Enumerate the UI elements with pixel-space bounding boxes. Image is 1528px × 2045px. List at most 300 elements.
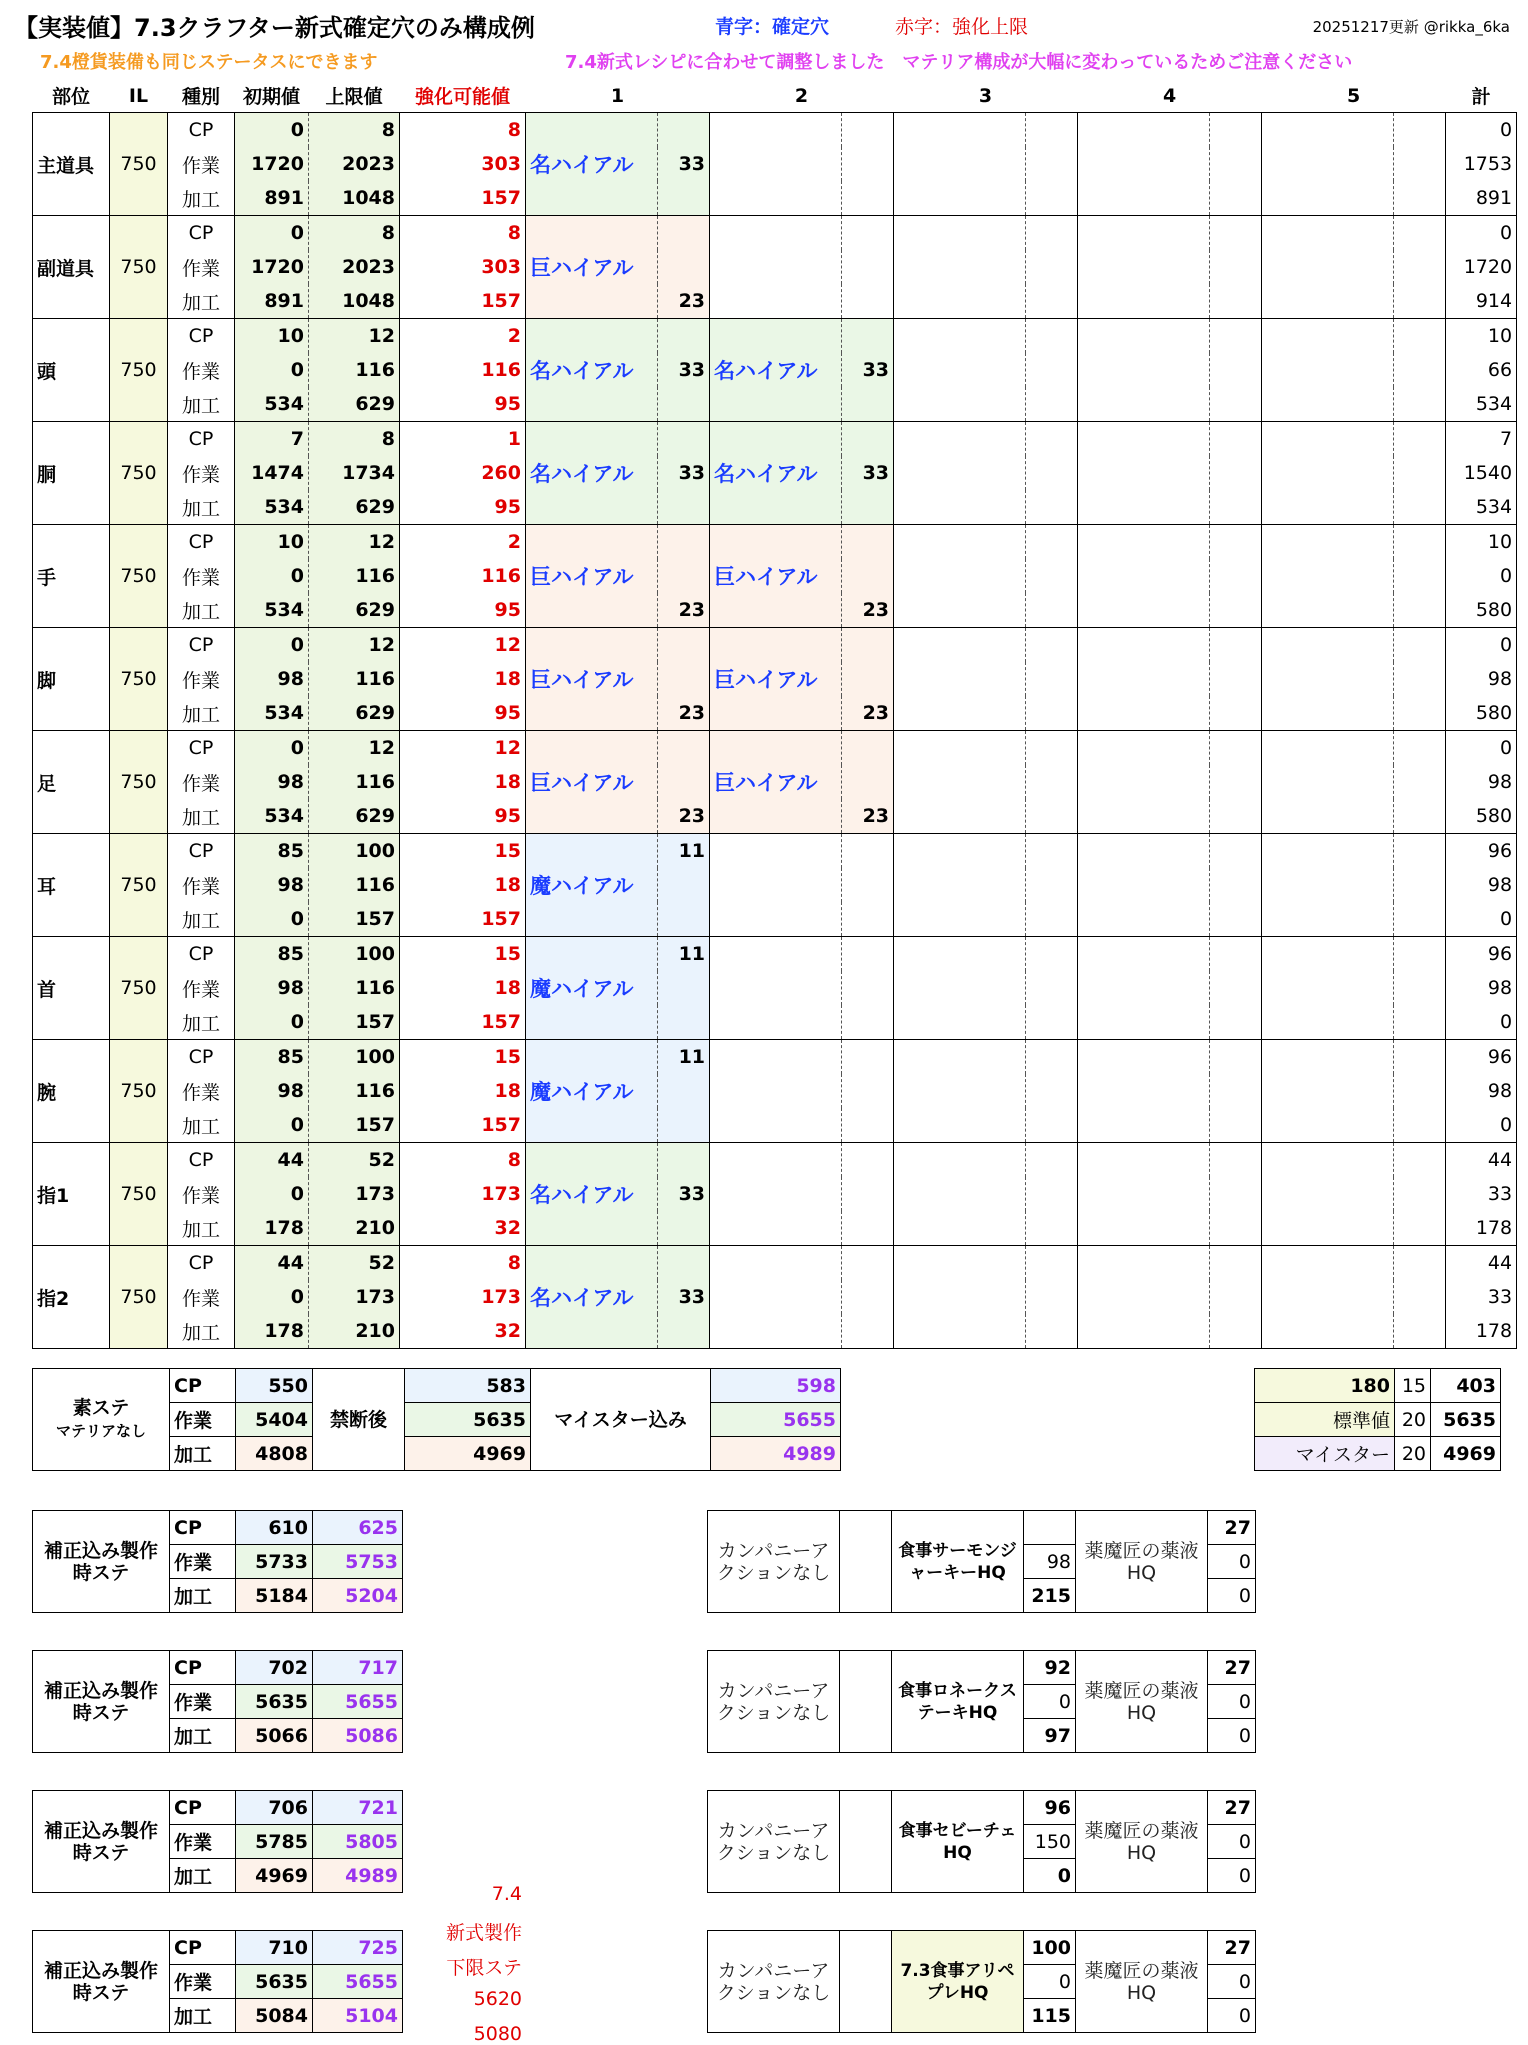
meal-craftsmanship: 0 [1024, 1685, 1076, 1719]
materia-value [1210, 1280, 1262, 1314]
materia-value [1394, 937, 1446, 972]
standard-value: 180 [1255, 1369, 1395, 1403]
total-value: 44 [1446, 1143, 1517, 1178]
total-value: 534 [1446, 387, 1517, 422]
base-value: 534 [235, 696, 309, 731]
materia-value [1026, 1211, 1078, 1246]
materia-name [1262, 834, 1394, 937]
materia-value [1394, 799, 1446, 834]
base-value: 98 [235, 662, 309, 696]
materia-value: 33 [842, 353, 894, 387]
max-value: 210 [309, 1314, 400, 1349]
base-value: 0 [235, 1108, 309, 1143]
materia-name: 巨ハイアル [526, 731, 658, 834]
total-value: 1540 [1446, 456, 1517, 490]
materia-value [1210, 284, 1262, 319]
room-value: 12 [400, 628, 526, 663]
max-value: 8 [309, 113, 400, 148]
materia-value [1394, 1005, 1446, 1040]
medicine-cp: 27 [1208, 1511, 1256, 1545]
max-value: 629 [309, 799, 400, 834]
medicine-craftsmanship: 0 [1208, 1685, 1256, 1719]
materia-value [1210, 937, 1262, 972]
max-value: 1734 [309, 456, 400, 490]
materia-name [1078, 731, 1210, 834]
materia-value [1210, 1108, 1262, 1143]
materia-value [658, 628, 710, 663]
medicine-control: 0 [1208, 1999, 1256, 2033]
materia-value [1210, 834, 1262, 869]
materia-value [1210, 902, 1262, 937]
materia-value [658, 216, 710, 251]
materia-value [1210, 662, 1262, 696]
materia-name [894, 525, 1026, 628]
max-value: 100 [309, 1040, 400, 1075]
stat-type: 加工 [168, 387, 235, 422]
gear-il: 750 [110, 731, 168, 834]
total-value: 580 [1446, 799, 1517, 834]
total-value: 0 [1446, 902, 1517, 937]
materia-value [1394, 834, 1446, 869]
after-craftsmanship: 5635 [405, 1403, 531, 1437]
materia-value [658, 1074, 710, 1108]
materia-name: 名ハイアル [526, 1246, 658, 1349]
materia-name [894, 422, 1026, 525]
buffed-stats-table [32, 1930, 403, 2033]
total-value: 10 [1446, 319, 1517, 354]
total-value: 0 [1446, 628, 1517, 663]
stat-type: 作業 [168, 456, 235, 490]
materia-name [894, 1143, 1026, 1246]
materia-value [1394, 1040, 1446, 1075]
stat-type: 作業 [168, 1177, 235, 1211]
side-note-line: 7.4 [491, 1883, 522, 1905]
total-value: 0 [1446, 113, 1517, 148]
materia-value: 23 [658, 593, 710, 628]
materia-name [1262, 1040, 1394, 1143]
materia-name [894, 731, 1026, 834]
materia-value [842, 525, 894, 560]
stat-type: 加工 [168, 181, 235, 216]
gear-part: 副道具 [33, 216, 110, 319]
materia-value [1026, 1074, 1078, 1108]
materia-name: 巨ハイアル [526, 628, 658, 731]
materia-value [842, 216, 894, 251]
raw-control: 4808 [236, 1437, 313, 1471]
standard-value: 403 [1431, 1369, 1501, 1403]
materia-value [1394, 1108, 1446, 1143]
stat-type: 加工 [168, 1005, 235, 1040]
materia-value [842, 559, 894, 593]
materia-value [1026, 113, 1078, 148]
base-value: 98 [235, 971, 309, 1005]
materia-value [658, 1108, 710, 1143]
base-value: 98 [235, 765, 309, 799]
side-note-line: 下限ステ [446, 1957, 522, 1979]
stat-label: 作業 [170, 1825, 236, 1859]
standard-label: 標準値 [1255, 1403, 1395, 1437]
materia-value [1394, 971, 1446, 1005]
gear-row [33, 319, 1517, 354]
stat-type: CP [168, 834, 235, 869]
stat-type: 作業 [168, 971, 235, 1005]
materia-value [1394, 765, 1446, 799]
materia-value [1026, 868, 1078, 902]
materia-name: 巨ハイアル [710, 731, 842, 834]
room-value: 15 [400, 834, 526, 869]
materia-value [1394, 868, 1446, 902]
materia-value: 33 [658, 1177, 710, 1211]
max-value: 629 [309, 490, 400, 525]
materia-value [658, 319, 710, 354]
buffed-label: 補正込み製作時ステ [33, 1931, 170, 2033]
meister-row-label: マイスター [1255, 1437, 1395, 1471]
meister-label: マイスター込み [531, 1369, 711, 1471]
materia-value [1026, 319, 1078, 354]
gear-part: 指1 [33, 1143, 110, 1246]
materia-value [1210, 868, 1262, 902]
room-value: 2 [400, 525, 526, 560]
room-value: 1 [400, 422, 526, 457]
col-room: 強化可能値 [414, 86, 510, 108]
materia-value: 33 [842, 456, 894, 490]
materia-value [1394, 593, 1446, 628]
buffed-cp: 710 [236, 1931, 313, 1965]
buffed-label: 補正込み製作時ステ [33, 1791, 170, 1893]
meister-craftsmanship: 5655 [711, 1403, 841, 1437]
gear-part: 頭 [33, 319, 110, 422]
base-value: 0 [235, 1005, 309, 1040]
base-value: 0 [235, 216, 309, 251]
materia-value [1394, 559, 1446, 593]
gear-row [33, 937, 1517, 972]
meal-table [707, 1510, 1256, 1613]
materia-value [1394, 1314, 1446, 1349]
buffed-meister-control: 5086 [313, 1719, 403, 1753]
buffed-meister-cp: 625 [313, 1511, 403, 1545]
buffed-meister-control: 4989 [313, 1859, 403, 1893]
materia-value [842, 181, 894, 216]
total-value: 96 [1446, 1040, 1517, 1075]
materia-value [658, 1246, 710, 1281]
max-value: 116 [309, 662, 400, 696]
stat-type: 加工 [168, 284, 235, 319]
gear-il: 750 [110, 937, 168, 1040]
gear-il: 750 [110, 525, 168, 628]
summary-table [32, 1368, 841, 1471]
materia-value [658, 422, 710, 457]
max-value: 12 [309, 525, 400, 560]
buffed-stats-table [32, 1510, 403, 1613]
materia-name: 名ハイアル [526, 319, 658, 422]
company-value [840, 1791, 892, 1893]
materia-name: 巨ハイアル [526, 525, 658, 628]
materia-name [1078, 113, 1210, 216]
materia-value [1394, 662, 1446, 696]
materia-value [1026, 765, 1078, 799]
materia-value: 33 [658, 353, 710, 387]
total-value: 98 [1446, 971, 1517, 1005]
materia-value [1394, 1143, 1446, 1178]
materia-value [1026, 250, 1078, 284]
materia-name [1262, 525, 1394, 628]
buffed-stats-table [32, 1650, 403, 1753]
max-value: 1048 [309, 181, 400, 216]
base-value: 0 [235, 628, 309, 663]
base-value: 85 [235, 937, 309, 972]
total-value: 0 [1446, 559, 1517, 593]
room-value: 95 [400, 593, 526, 628]
materia-value [1026, 353, 1078, 387]
gear-row [33, 731, 1517, 766]
room-value: 8 [400, 113, 526, 148]
materia-value [1210, 113, 1262, 148]
materia-value [842, 422, 894, 457]
materia-name [710, 1143, 842, 1246]
room-value: 12 [400, 731, 526, 766]
legend-overmeld-limit: 赤字：強化上限 [895, 16, 1029, 38]
buffed-craftsmanship: 5733 [236, 1545, 313, 1579]
stat-type: 作業 [168, 147, 235, 181]
max-value: 629 [309, 387, 400, 422]
room-value: 303 [400, 250, 526, 284]
total-value: 891 [1446, 181, 1517, 216]
stat-type: CP [168, 628, 235, 663]
max-value: 116 [309, 765, 400, 799]
gear-row [33, 216, 1517, 251]
total-value: 1753 [1446, 147, 1517, 181]
materia-value [842, 868, 894, 902]
base-value: 0 [235, 1177, 309, 1211]
room-value: 15 [400, 1040, 526, 1075]
materia-value [1210, 250, 1262, 284]
materia-name [1262, 1246, 1394, 1349]
materia-value [1026, 1040, 1078, 1075]
company-action: カンパニーアクションなし [708, 1791, 840, 1893]
company-value [840, 1931, 892, 2033]
materia-name: 名ハイアル [526, 1143, 658, 1246]
materia-value [1394, 696, 1446, 731]
max-value: 157 [309, 902, 400, 937]
gear-il: 750 [110, 628, 168, 731]
materia-value [842, 765, 894, 799]
gear-part: 手 [33, 525, 110, 628]
stat-type: CP [168, 319, 235, 354]
total-value: 96 [1446, 937, 1517, 972]
materia-name [1078, 422, 1210, 525]
standard-table [1254, 1368, 1501, 1471]
medicine-name: 薬魔匠の薬液HQ [1076, 1651, 1208, 1753]
base-value: 0 [235, 559, 309, 593]
room-value: 157 [400, 902, 526, 937]
room-value: 18 [400, 1074, 526, 1108]
buffed-cp: 702 [236, 1651, 313, 1685]
room-value: 173 [400, 1280, 526, 1314]
total-value: 98 [1446, 1074, 1517, 1108]
gear-il: 750 [110, 1143, 168, 1246]
materia-value [842, 147, 894, 181]
gear-il: 750 [110, 113, 168, 216]
materia-name [1078, 1040, 1210, 1143]
materia-value [1394, 181, 1446, 216]
gear-part: 脚 [33, 628, 110, 731]
materia-value [1026, 731, 1078, 766]
stat-type: CP [168, 1143, 235, 1178]
base-value: 0 [235, 731, 309, 766]
materia-value [1026, 971, 1078, 1005]
base-value: 534 [235, 490, 309, 525]
materia-value [658, 1314, 710, 1349]
materia-value [1394, 628, 1446, 663]
materia-value [658, 662, 710, 696]
table-header [33, 79, 1517, 113]
materia-value [1026, 1246, 1078, 1281]
materia-value [658, 1005, 710, 1040]
max-value: 100 [309, 937, 400, 972]
materia-value [658, 113, 710, 148]
materia-value [1394, 902, 1446, 937]
room-value: 157 [400, 1005, 526, 1040]
col-base: 初期値 [242, 86, 300, 108]
max-value: 52 [309, 1143, 400, 1178]
materia-value [1210, 422, 1262, 457]
base-value: 534 [235, 799, 309, 834]
materia-name [1262, 216, 1394, 319]
max-value: 629 [309, 593, 400, 628]
room-value: 157 [400, 1108, 526, 1143]
materia-value [842, 1108, 894, 1143]
materia-value: 23 [842, 696, 894, 731]
materia-name [1262, 319, 1394, 422]
stat-label: 加工 [170, 1579, 236, 1613]
materia-name [1262, 937, 1394, 1040]
base-value: 0 [235, 1280, 309, 1314]
base-value: 44 [235, 1246, 309, 1281]
meal-control: 115 [1024, 1999, 1076, 2033]
col-slot-4: 4 [1162, 84, 1177, 107]
standard-value: 20 [1395, 1403, 1431, 1437]
materia-value [658, 868, 710, 902]
company-action: カンパニーアクションなし [708, 1651, 840, 1753]
buffed-control: 5184 [236, 1579, 313, 1613]
base-value: 7 [235, 422, 309, 457]
stat-type: 加工 [168, 1108, 235, 1143]
materia-value [1394, 284, 1446, 319]
base-value: 0 [235, 113, 309, 148]
stat-type: CP [168, 937, 235, 972]
room-value: 95 [400, 490, 526, 525]
stat-label: 作業 [170, 1545, 236, 1579]
max-value: 12 [309, 731, 400, 766]
base-value: 98 [235, 868, 309, 902]
materia-value [842, 1211, 894, 1246]
materia-value [1394, 1074, 1446, 1108]
materia-value [1026, 799, 1078, 834]
stat-type: 作業 [168, 1280, 235, 1314]
materia-name [1262, 628, 1394, 731]
materia-value [1210, 1040, 1262, 1075]
gear-row [33, 1246, 1517, 1281]
company-value [840, 1511, 892, 1613]
stat-label: CP [170, 1511, 236, 1545]
materia-value [842, 1143, 894, 1178]
materia-value [1210, 1005, 1262, 1040]
after-cp: 583 [405, 1369, 531, 1403]
buffed-meister-craftsmanship: 5655 [313, 1685, 403, 1719]
base-value: 178 [235, 1211, 309, 1246]
materia-value [1026, 937, 1078, 972]
col-slot-2: 2 [794, 84, 809, 107]
stat-type: 作業 [168, 353, 235, 387]
materia-name [1078, 628, 1210, 731]
max-value: 100 [309, 834, 400, 869]
base-value: 891 [235, 284, 309, 319]
materia-value [1026, 662, 1078, 696]
medicine-cp: 27 [1208, 1931, 1256, 1965]
room-value: 303 [400, 147, 526, 181]
total-value: 0 [1446, 216, 1517, 251]
meal-craftsmanship: 98 [1024, 1545, 1076, 1579]
materia-value [658, 765, 710, 799]
gear-il: 750 [110, 422, 168, 525]
buffed-control: 4969 [236, 1859, 313, 1893]
page-title: 【実装値】7.3クラフター新式確定穴のみ構成例 [14, 14, 535, 42]
raw-craftsmanship: 5404 [236, 1403, 313, 1437]
materia-value [1026, 525, 1078, 560]
materia-value [1026, 1108, 1078, 1143]
materia-value [1026, 902, 1078, 937]
gear-part: 腕 [33, 1040, 110, 1143]
gear-row [33, 422, 1517, 457]
gear-part: 主道具 [33, 113, 110, 216]
note-orange: 7.4橙貨装備も同じステータスにできます [40, 52, 378, 73]
materia-value [842, 319, 894, 354]
materia-value [1026, 834, 1078, 869]
buffed-meister-control: 5104 [313, 1999, 403, 2033]
base-value: 891 [235, 181, 309, 216]
gear-part: 足 [33, 731, 110, 834]
total-value: 1720 [1446, 250, 1517, 284]
standard-value: 4969 [1431, 1437, 1501, 1471]
meal-craftsmanship: 0 [1024, 1965, 1076, 1999]
max-value: 12 [309, 319, 400, 354]
total-value: 96 [1446, 834, 1517, 869]
raw-stats-label: 素ステ マテリアなし [33, 1369, 170, 1471]
stat-label: 加工 [170, 1437, 236, 1471]
buffed-label: 補正込み製作時ステ [33, 1651, 170, 1753]
total-value: 10 [1446, 525, 1517, 560]
materia-name [1078, 1246, 1210, 1349]
gear-il: 750 [110, 1246, 168, 1349]
materia-value [1026, 181, 1078, 216]
room-value: 260 [400, 456, 526, 490]
materia-value [842, 971, 894, 1005]
materia-value [1210, 1074, 1262, 1108]
stat-label: 作業 [170, 1403, 236, 1437]
gear-part: 胴 [33, 422, 110, 525]
materia-name [894, 319, 1026, 422]
materia-value [658, 559, 710, 593]
materia-value [1026, 147, 1078, 181]
total-value: 178 [1446, 1211, 1517, 1246]
materia-value: 11 [658, 834, 710, 869]
base-value: 1720 [235, 147, 309, 181]
gear-row [33, 834, 1517, 869]
materia-value [658, 731, 710, 766]
materia-value [1394, 353, 1446, 387]
stat-type: 加工 [168, 1314, 235, 1349]
materia-value [1026, 1177, 1078, 1211]
